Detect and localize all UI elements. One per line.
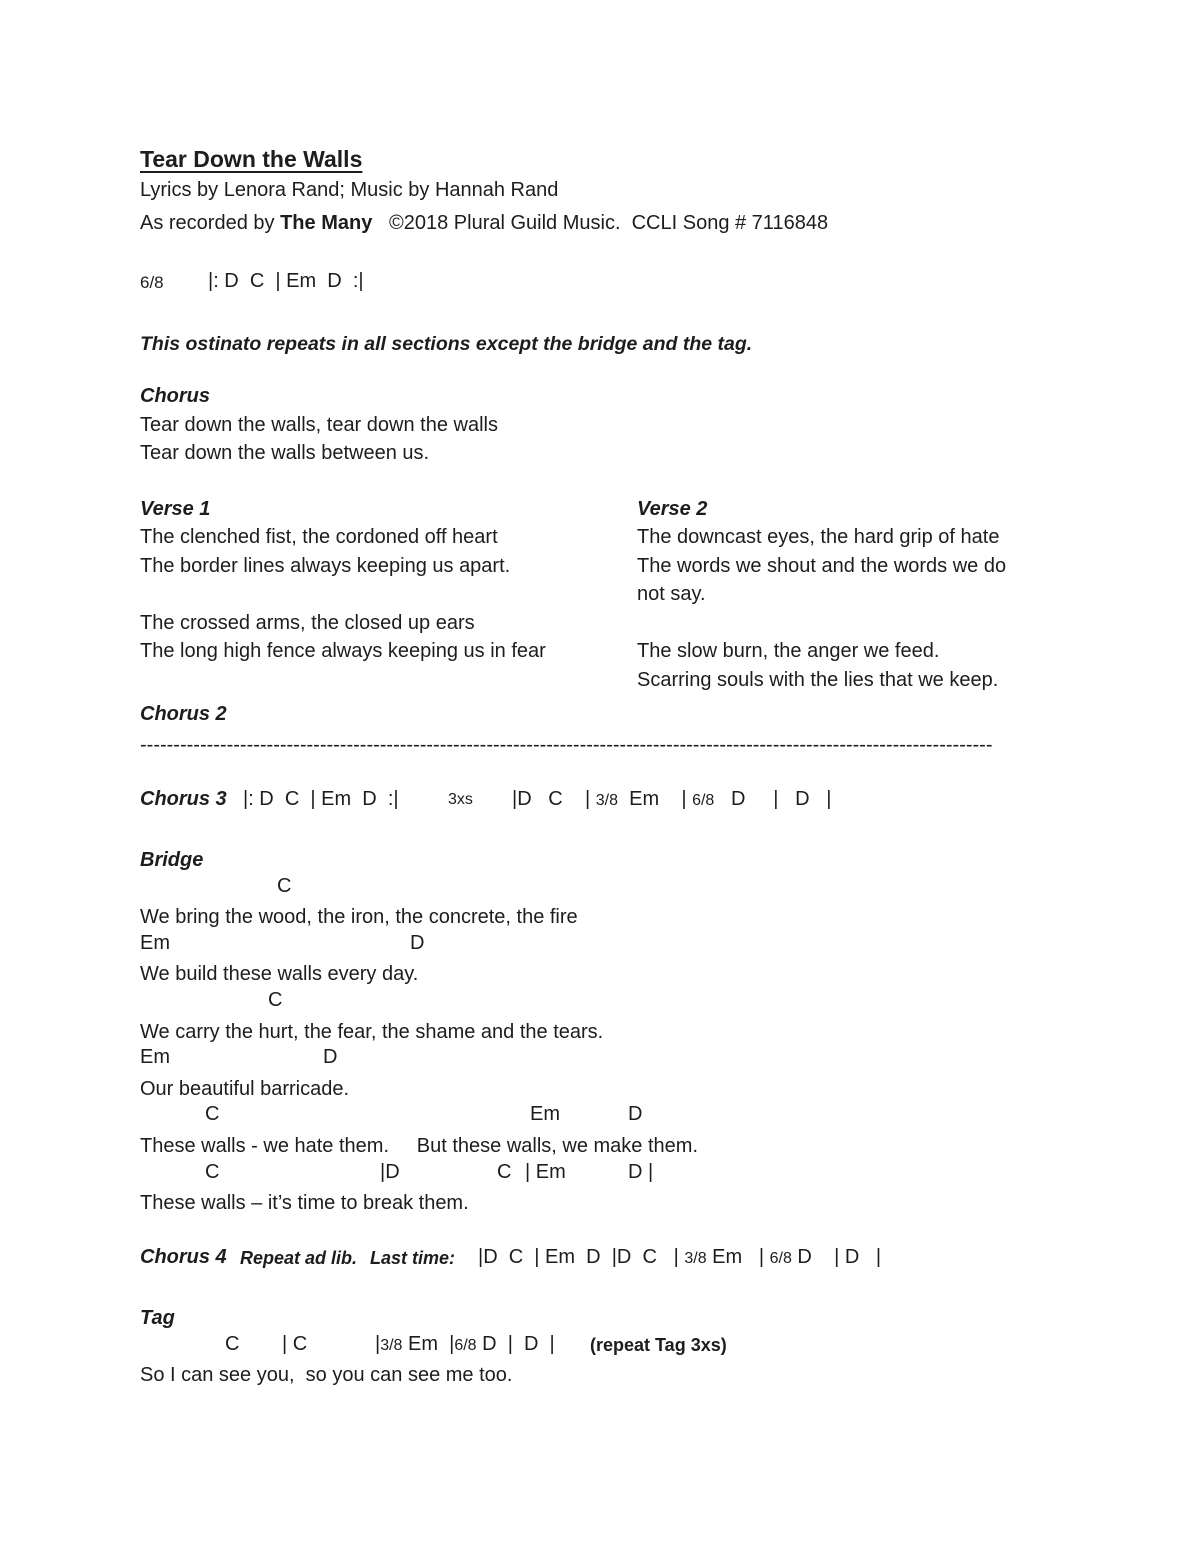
chords: |D C | Em D |D C | <box>478 1246 685 1269</box>
lyric-line: The clenched fist, the cordoned off heart <box>140 526 498 549</box>
section-heading-chorus-2: Chorus 2 <box>140 703 227 726</box>
ostinato-riff: |: D C | Em D :| <box>208 270 364 292</box>
chords: D | D | <box>476 1332 555 1355</box>
chords: D | D | <box>791 1246 882 1269</box>
chord: C <box>205 1103 220 1126</box>
meter-6-8: 6/8 <box>769 1250 792 1268</box>
meter-6-8: 6/8 <box>454 1336 477 1354</box>
lyric-line: The crossed arms, the closed up ears <box>140 611 475 634</box>
chord: C <box>277 874 292 897</box>
chords: Em | <box>617 788 693 811</box>
verse1-column <box>140 495 637 695</box>
lyric-line: Our beautiful barricade. <box>140 1077 350 1100</box>
chorus4-line <box>140 1246 1070 1275</box>
lyric-line: The words we shout and the words we do <box>637 554 1007 577</box>
chord-row <box>140 875 1070 904</box>
ostinato-line <box>140 270 1070 299</box>
chord-row <box>140 1046 1070 1075</box>
chord-row <box>140 932 1070 961</box>
section-divider: -------------------------------------------------------------------------------------------------------------------------------- <box>140 733 993 756</box>
chord: D <box>410 931 425 954</box>
song-sheet-page <box>140 144 1070 1390</box>
song-title: Tear Down the Walls <box>140 146 363 172</box>
tag-lyric-line: So I can see you, so you can see me too. <box>140 1364 513 1387</box>
chord: | C <box>282 1332 308 1355</box>
copyright-ccli: ©2018 Plural Guild Music. CCLI Song # 7116848 <box>372 212 829 234</box>
lyric-line: The long high fence always keeping us in fear <box>140 640 546 663</box>
byline: Lyrics by Lenora Rand; Music by Hannah Rand <box>140 179 559 201</box>
section-heading-chorus-3: Chorus 3 <box>140 788 227 811</box>
chord: D | <box>628 1160 654 1183</box>
repeat-tag-note: (repeat Tag 3xs) <box>590 1334 727 1355</box>
meter-3-8: 3/8 <box>684 1250 707 1268</box>
tag-chord-row <box>140 1333 1070 1362</box>
chords: | <box>375 1332 381 1355</box>
chord: Em <box>530 1103 560 1126</box>
recorded-prefix: As recorded by <box>140 212 281 234</box>
blank-line <box>140 580 637 609</box>
lyric-line: We build these walls every day. <box>140 963 419 986</box>
repeat-count: 3xs <box>448 791 473 809</box>
performance-note-last-time: Last time: <box>370 1248 456 1269</box>
lyric-line: We bring the wood, the iron, the concrete, the fire <box>140 906 578 929</box>
section-heading-chorus-4: Chorus 4 <box>140 1246 227 1269</box>
performance-note-repeat-ad-lib: Repeat ad lib. <box>240 1248 358 1269</box>
chord-run <box>375 1333 555 1356</box>
chord: D <box>323 1046 338 1069</box>
section-heading-bridge: Bridge <box>140 849 204 872</box>
chorus-section <box>140 382 1070 468</box>
chord-row <box>140 989 1070 1018</box>
blank-line <box>637 609 1070 638</box>
chord: D <box>628 1103 643 1126</box>
chord-row <box>140 1161 1070 1190</box>
ostinato-note: This ostinato repeats in all sections except the bridge and the tag. <box>140 333 753 355</box>
lyric-line: The border lines always keeping us apart. <box>140 554 511 577</box>
lyric-line: The downcast eyes, the hard grip of hate <box>637 526 1000 549</box>
chord: Em <box>140 1046 170 1069</box>
chord-run <box>478 1246 881 1269</box>
lyric-line: The slow burn, the anger we feed. <box>637 640 940 663</box>
chorus3-line <box>140 788 1070 817</box>
band-name: The Many <box>280 212 373 234</box>
section-heading-chorus: Chorus <box>140 385 210 407</box>
meter-3-8: 3/8 <box>595 792 618 810</box>
verse2-column <box>637 495 1070 695</box>
lyric-line: These walls - we hate them. But these walls, we make them. <box>140 1135 699 1158</box>
lyric-line: We carry the hurt, the fear, the shame and the tears. <box>140 1020 604 1043</box>
chord: C <box>225 1332 240 1355</box>
section-heading-verse2: Verse 2 <box>637 497 708 520</box>
verses-columns <box>140 495 1070 695</box>
chord: Em <box>140 931 170 954</box>
section-heading-tag: Tag <box>140 1307 175 1330</box>
chorus-lyric-line: Tear down the walls, tear down the walls <box>140 413 498 436</box>
chord: | Em <box>525 1160 566 1183</box>
chords: Em | <box>402 1332 455 1355</box>
chord-row <box>140 1103 1070 1132</box>
chords: D | D | <box>714 788 832 811</box>
chord: C <box>268 989 283 1012</box>
lyric-line: These walls – it’s time to break them. <box>140 1192 469 1215</box>
lyric-line: not say. <box>637 583 706 606</box>
chord-riff: |: D C | Em D :| <box>243 788 399 811</box>
chord: C <box>497 1160 512 1183</box>
section-heading-verse1: Verse 1 <box>140 497 211 520</box>
credits-line <box>140 207 1070 240</box>
meter-3-8: 3/8 <box>380 1336 403 1354</box>
meter-6-8: 6/8 <box>692 792 715 810</box>
chord: |D <box>380 1160 400 1183</box>
chords: |D C | <box>512 788 596 811</box>
chords: Em | <box>706 1246 770 1269</box>
chord: C <box>205 1160 220 1183</box>
lyric-line: Scarring souls with the lies that we keep. <box>637 668 999 691</box>
chorus-lyric-line: Tear down the walls between us. <box>140 442 430 465</box>
chord-run <box>512 788 831 811</box>
time-signature: 6/8 <box>140 273 164 292</box>
